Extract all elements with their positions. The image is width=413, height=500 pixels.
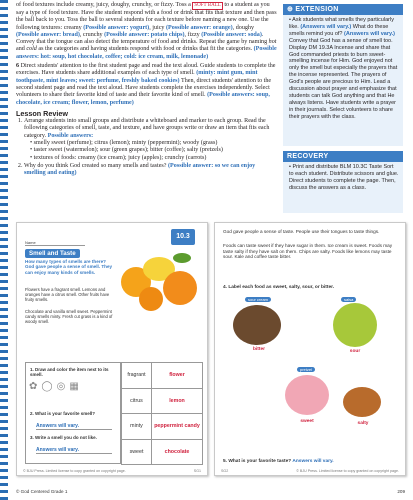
- item-text: Arrange students into small groups and distribute a whiteboard and marker to each group. Read the following categories of smell, taste, and texture, and have groups write or draw an item that fits each category.: [24, 118, 270, 139]
- answer: (Possible answer: orange): [165, 24, 233, 31]
- answer: (Possible answer: yogurt): [83, 24, 150, 31]
- lesson-number-badge: 10.3: [171, 229, 195, 245]
- intro-italic: hot: [268, 39, 277, 46]
- food-tag: salsa: [341, 297, 356, 302]
- worksheet-paragraph: Chocolate and vanilla smell sweet. Peppermint candy smells minty. Fresh cut grass is a kind of woody smell.: [25, 309, 113, 324]
- answer: Possible answers:: [47, 132, 94, 139]
- answer: Answers will vary.: [292, 459, 334, 464]
- soft-ball-tag: SOFT BALL: [194, 3, 221, 8]
- table-cell: flower: [152, 363, 203, 389]
- intro-text: , doughy: [232, 24, 254, 31]
- page-footer: © BJU Press. Limited license to copy granted on copyright page.: [296, 469, 399, 473]
- answer: (Possible answer: potato chips): [104, 31, 185, 38]
- table-cell: citrus: [122, 388, 152, 414]
- answer: Answers will vary.: [36, 423, 79, 429]
- table-cell: chocolate: [152, 439, 203, 465]
- student-page-left: [16, 222, 208, 476]
- taste-label: sweet: [300, 419, 314, 424]
- intro-text: , fizzy: [184, 31, 200, 38]
- answer: (Possible answers: soup, chocolate, ice cream; flower, lemon, perfume): [16, 92, 270, 106]
- leaf-image: [173, 253, 191, 263]
- answer: (Possible answers: hot: soup, hot chocolate, coffee; cold: ice cream, milk, lemonade): [16, 46, 277, 60]
- question-4: 4. Label each food as sweet, salty, sour, or bitter.: [223, 285, 335, 290]
- lesson-review-item: [24, 118, 278, 162]
- grapes-image: [333, 303, 377, 347]
- student-pages: [16, 222, 406, 476]
- ext-text: What do these smells remind you of?: [289, 23, 389, 37]
- ice-cream-image: [285, 375, 329, 415]
- book-footer: © God Centered Grade 1: [16, 489, 68, 494]
- page-number: SG1: [193, 469, 201, 473]
- extension-heading: [283, 4, 403, 15]
- taste-label: bitter: [253, 347, 265, 352]
- answer: (Answers will vary.): [300, 23, 352, 30]
- taste-label: sour: [349, 349, 361, 354]
- intro-text: as the categories and having students respond with food or drinks that fit the categories.: [38, 46, 253, 53]
- lesson-review-list: [24, 118, 278, 177]
- coffee-image: [233, 305, 281, 345]
- candy-icon: ◎: [56, 381, 70, 392]
- lemon-icon: ◯: [41, 381, 57, 392]
- table-cell: lemon: [152, 388, 203, 414]
- pretzel-image: [343, 387, 381, 417]
- question-2: 2. What is your favorite smell?: [30, 411, 96, 416]
- page-number: 209: [397, 489, 405, 494]
- worksheet-subtitle: How many types of smells are there? God gave people a sense of smell. They can enjoy many kinds of smells.: [25, 259, 113, 275]
- lesson-review-heading: Lesson Review: [16, 108, 68, 118]
- table-row: [122, 363, 203, 389]
- bullet: • textures of foods: creamy (ice cream); juicy (apples); crunchy (carrots): [30, 154, 207, 161]
- intro-paragraph: [16, 2, 278, 61]
- drawing-icons: [29, 381, 83, 392]
- smell-table: [121, 362, 203, 465]
- page-footer: © BJU Press. Limited license to copy granted on copyright page.: [23, 469, 126, 473]
- step-text: Then, direct students' attention to the second student page and read the text aloud. Have students complete the exercises independently. Select volunteers to share their favorite kind of taste and their favorite kind of smell.: [16, 77, 272, 99]
- bullet: • smelly sweet (perfume); citrus (lemon); minty (peppermint); woody (grass): [30, 140, 218, 147]
- taste-label: salty: [357, 421, 369, 426]
- recovery-heading: RECOVERY: [283, 151, 403, 162]
- extension-body: [283, 15, 403, 124]
- table-row: [122, 414, 203, 440]
- intro-text: . Convey that the tongue can also detect the temperature of food and drinks. Repeat the game by naming: [16, 31, 268, 46]
- step-6: [16, 63, 278, 107]
- step-number: 6: [16, 63, 20, 70]
- question-3: 3. Write a smell you do not like.: [30, 435, 97, 440]
- answer: (Answers will vary.): [344, 30, 395, 37]
- worksheet-paragraph: God gave people a sense of taste. People use their tongues to taste things.: [223, 229, 380, 234]
- food-tag: sour cream: [245, 297, 271, 302]
- table-cell: sweet: [122, 439, 152, 465]
- intro-text: , crunchy: [79, 31, 103, 38]
- step-text: Direct students' attention to the first student page and read the text aloud. Guide students to complete the exercises. Have students share additional examples of each type of smell.: [16, 63, 276, 77]
- worksheet-paragraph: Foods can taste sweet if they have sugar in them. Ice cream is sweet. Foods may taste salty if they have salt on them. Chips are salty. Foods like lemons may taste sour. Kale and coffee taste bitter.: [223, 243, 393, 260]
- intro-text: , juicy: [149, 24, 165, 31]
- page-number: SG2: [221, 469, 229, 473]
- ext-text: Convey that God has a sense of smell too. Display DM 19.3A Incense and share that God commanded priests to burn sweet-smelling incense for Him. God enjoyed not only the smell but especially the prayers that the incense represented. The prayers of God's people are precious to Him. Lead a discussion about prayer and emphasize that students can talk God anything and that He always listens. Have students write a prayer in their journals. Select volunteers to share their prayers with the class.: [289, 37, 398, 120]
- answer: (Possible answer: so we can enjoy smelling and eating): [24, 162, 256, 177]
- worksheet-paragraph: Flowers have a fragrant smell. Lemons and oranges have a citrus smell. Other fruits have fruity smells.: [25, 287, 110, 302]
- question-1: 1. Draw and color the item next to its smell.: [30, 367, 109, 378]
- lesson-review-item: [24, 163, 278, 178]
- intro-text: and: [16, 46, 25, 53]
- intro-text: of food textures include creamy, juicy, doughy, crunchy, or fizzy. Toss a: [16, 2, 191, 8]
- name-line: Name: [25, 240, 85, 246]
- food-tag: pretzel: [297, 367, 315, 372]
- spiral-binding: [0, 0, 8, 500]
- extension-title: EXTENSION: [295, 6, 339, 13]
- table-cell: peppermint candy: [152, 414, 203, 440]
- orange-image: [139, 287, 163, 311]
- question-5: [223, 459, 401, 464]
- answer: (Possible answer: bread): [16, 31, 80, 38]
- answer: (minty: mint gum, mint toothpaste, mint leaves; sweet: perfume, freshly baked cookies): [16, 70, 258, 84]
- fruits-illustration: [113, 247, 205, 327]
- table-cell: minty: [122, 414, 152, 440]
- question-text: 5. What is your favorite taste?: [223, 459, 292, 464]
- bullet: • taster sweet (watermelon); sour (green grapes); bitter (coffee); salty (pretzels): [30, 147, 223, 154]
- table-cell: fragrant: [122, 363, 152, 389]
- answer-line: [36, 429, 112, 430]
- teacher-text-column: [16, 2, 278, 179]
- answer-line: [36, 453, 112, 454]
- answer: Answers will vary.: [36, 447, 79, 453]
- worksheet-title: Smell and Taste: [25, 249, 80, 258]
- recovery-body: • Print and distribute BLM 10.3C Taste Sort to each student. Distribute scissors and glue. Direct students to complete the page. Then, discuss the answers as a class.: [289, 164, 399, 191]
- plus-icon: ⊕: [287, 6, 296, 13]
- table-row: [122, 388, 203, 414]
- extension-box: [283, 4, 403, 146]
- recovery-box: [283, 151, 403, 213]
- flower-icon: ✿: [29, 381, 42, 392]
- exercise-box: [25, 362, 121, 464]
- chocolate-icon: ▦: [69, 381, 83, 392]
- item-text: Why do you think God created so many smells and tastes?: [24, 162, 167, 169]
- intro-text: to a student as you say a type of food texture. Have the student respond with a food or drink that fits that texture and then pass the ball back to you. Toss the ball to several students for each texture before naming a new one. Use the following textures: creamy: [16, 2, 277, 31]
- student-page-right: [214, 222, 406, 476]
- table-row: [122, 439, 203, 465]
- orange-image: [163, 271, 197, 305]
- intro-italic: cold: [26, 46, 37, 53]
- answer: (Possible answer: soda): [201, 31, 262, 38]
- ext-text: • Ask students what smells they particularly like.: [289, 17, 394, 30]
